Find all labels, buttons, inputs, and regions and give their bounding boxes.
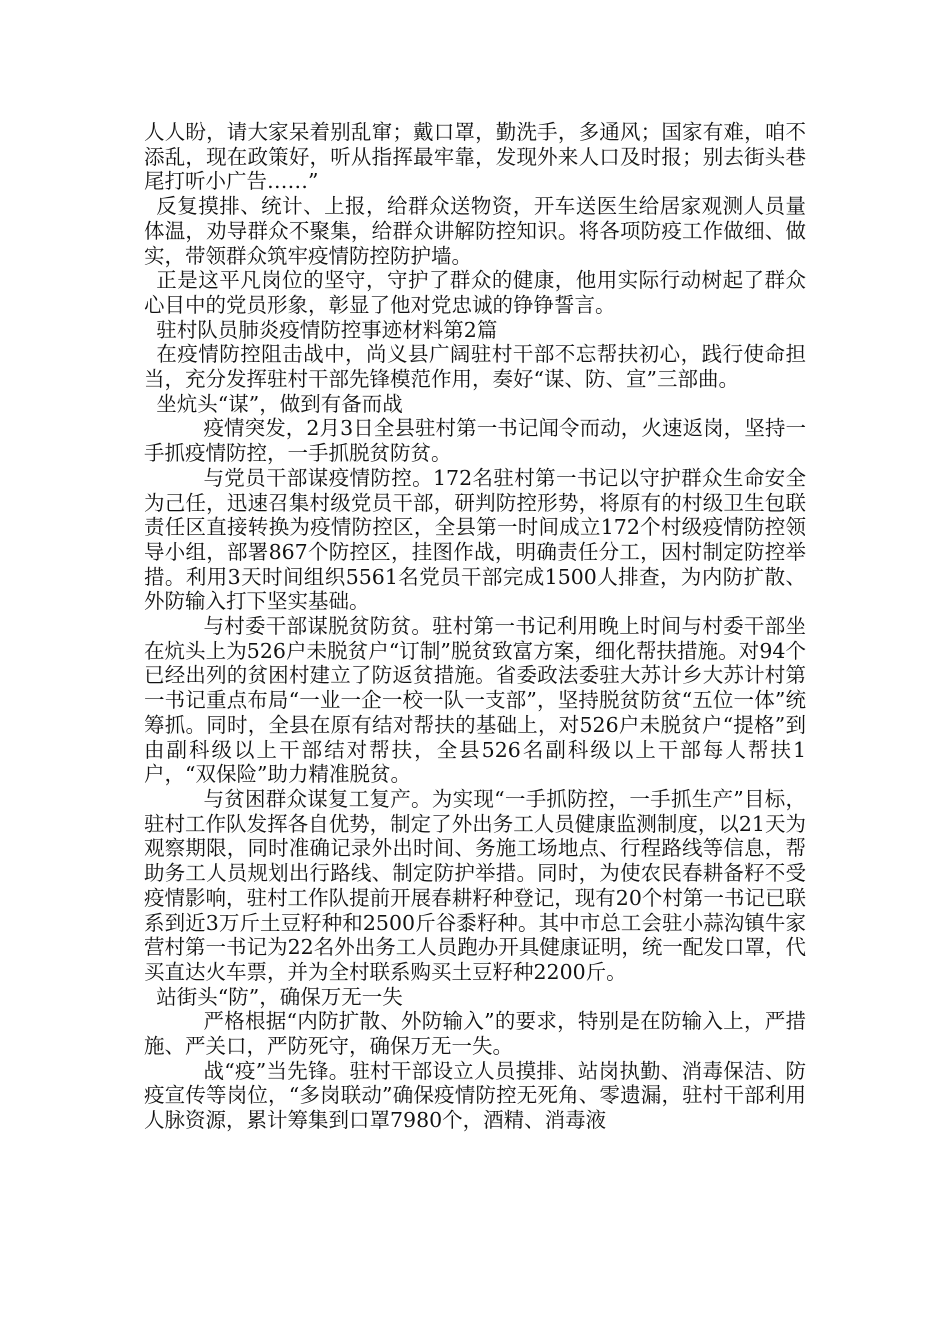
paragraph-10: 与贫困群众谋复工复产。为实现“一手抓防控，一手抓生产”目标，驻村工作队发挥各自优势，制定了外出务工人员健康监测制度，以21天为观察期限，同时准确记录外出时间、务施工场地点、行程路线等信息，帮助务工人员规划出行路线、制定防护举措。同时，为使农民春耕备籽不受疫情影响，驻村工作队提前开展春耕籽种登记，现有20个村第一书记已联系到近3万斤土豆籽种和2500斤谷黍籽种。其中市总工会驻小蒜沟镇牛家营村第一书记为22名外出务工人员跑办开具健康证明，统一配发口罩，代买直达火车票，并为全村联系购买土豆籽种2200斤。 (144, 786, 806, 984)
section-title: 驻村队员肺炎疫情防控事迹材料第2篇 (156, 317, 498, 342)
subheading-1: 坐炕头“谋”，做到有备而战 (156, 391, 403, 416)
paragraph-8: 与党员干部谋疫情防控。172名驻村第一书记以守护群众生命安全为己任，迅速召集村级党员干部，研判防控形势，将原有的村级卫生包联责任区直接转换为疫情防控区，全县第一时间成立172个村级疫情防控领导小组，部署867个防控区，挂图作战，明确责任分工，因村制定防控举措。利用3天时间组织5561名党员干部完成1500人排查，为内防扩散、外防输入打下坚实基础。 (144, 465, 806, 614)
paragraph-2: 反复摸排、统计、上报，给群众送物资，开车送医生给居家观测人员量体温，劝导群众不聚集，给群众讲解防控知识。将各项防疫工作做细、做实，带领群众筑牢疫情防控防护墙。 (144, 194, 806, 268)
paragraph-5: 在疫情防控阻击战中，尚义县广阔驻村干部不忘帮扶初心，践行使命担当，充分发挥驻村干部先锋模范作用，奏好“谋、防、宣”三部曲。 (144, 342, 806, 392)
document-body (144, 120, 806, 1133)
paragraph-9: 与村委干部谋脱贫防贫。驻村第一书记利用晚上时间与村委干部坐在炕头上为526户未脱贫户“订制”脱贫致富方案，细化帮扶措施。对94个已经出列的贫困村建立了防返贫措施。省委政法委驻大苏计乡大苏计村第一书记重点布局“一业一企一校一队一支部”，坚持脱贫防贫“五位一体”统筹抓。同时，全县在原有结对帮扶的基础上，对526户未脱贫户“提格”到由副科级以上干部结对帮扶，全县526名副科级以上干部每人帮扶1户，“双保险”助力精准脱贫。 (144, 614, 806, 787)
paragraph-1: 人人盼，请大家呆着别乱窜；戴口罩，勤洗手，多通风；国家有难，咱不添乱，现在政策好，听从指挥最牢靠，发现外来人口及时报；别去街头巷尾打听小广告……” (144, 120, 806, 194)
paragraph-13: 战“疫”当先锋。驻村干部设立人员摸排、站岗执勤、消毒保洁、防疫宣传等岗位，“多岗联动”确保疫情防控无死角、零遗漏，驻村干部利用人脉资源，累计筹集到口罩7980个，酒精、消毒液 (144, 1058, 806, 1133)
paragraph-7: 疫情突发，2月3日全县驻村第一书记闻令而动，火速返岗，坚持一手抓疫情防控，一手抓脱贫防贫。 (144, 416, 806, 466)
paragraph-3: 正是这平凡岗位的坚守，守护了群众的健康，他用实际行动树起了群众心目中的党员形象，彰显了他对党忠诚的铮铮誓言。 (144, 268, 806, 317)
subheading-2: 站街头“防”，确保万无一失 (156, 984, 403, 1009)
paragraph-12: 严格根据“内防扩散、外防输入”的要求，特别是在防输入上，严措施、严关口，严防死守，确保万无一失。 (144, 1009, 806, 1059)
